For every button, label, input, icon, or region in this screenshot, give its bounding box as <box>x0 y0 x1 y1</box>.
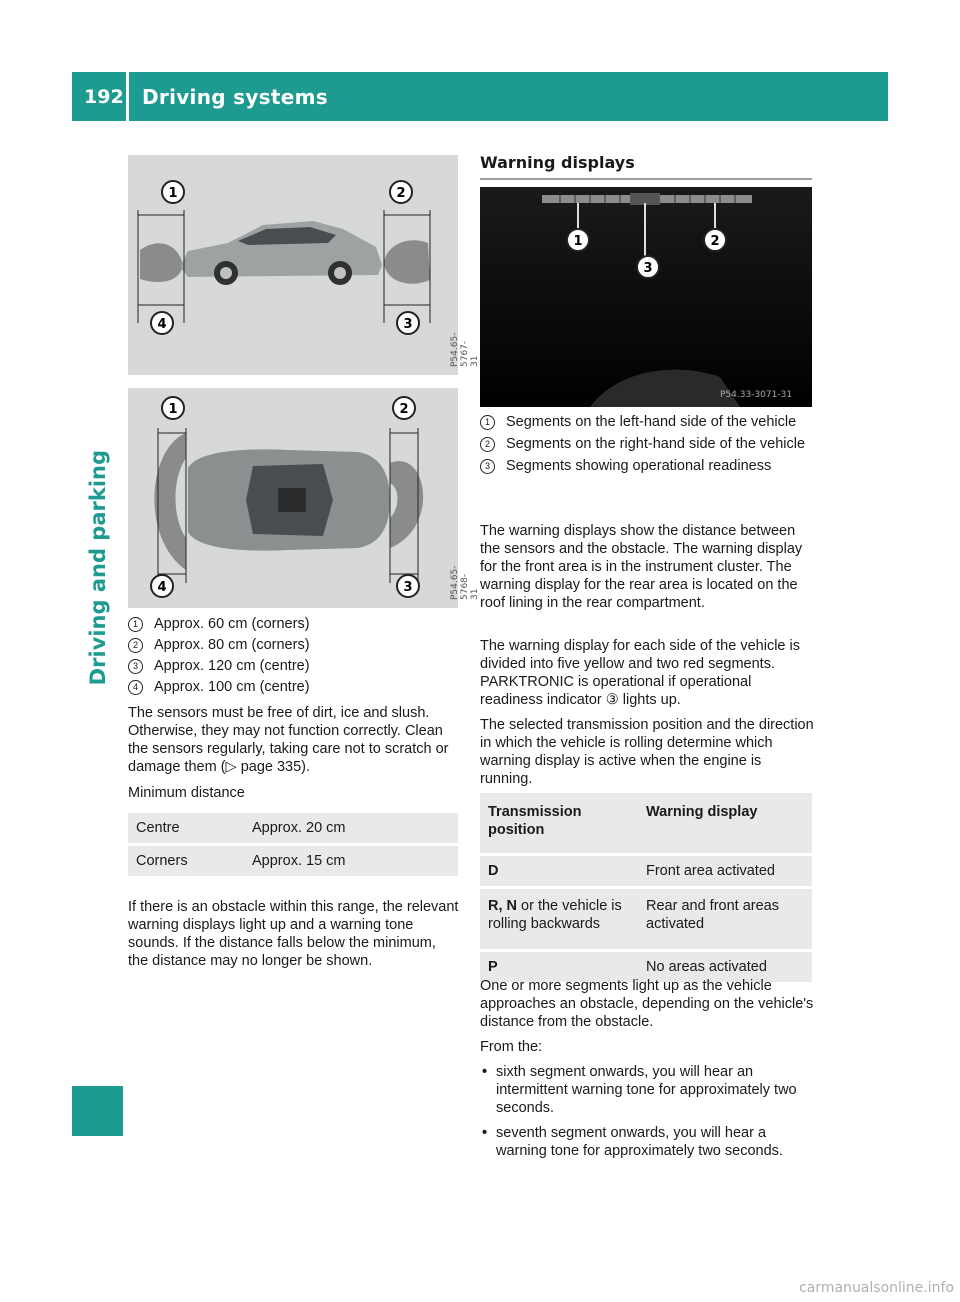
legend-item: 3 Segments showing operational readiness <box>480 457 812 475</box>
callout-1: 1 <box>168 186 178 201</box>
warning-display-figure <box>480 187 812 407</box>
chapter-marker <box>72 1086 123 1136</box>
obstacle-paragraph: If there is an obstacle within this range, the relevant warning displays light up and a warning tone sounds. If the distance falls below the minimum, the distance may no longer be shown. <box>128 899 459 969</box>
callout-4: 4 <box>157 317 167 332</box>
table-row: Corners Approx. 15 cm <box>128 846 458 876</box>
figure-code: P54.65-5768-31 <box>450 565 480 600</box>
distance-legend <box>128 614 458 698</box>
side-view-illustration <box>128 155 458 375</box>
callout-1: 1 <box>168 402 178 417</box>
legend-item: 2 Approx. 80 cm (corners) <box>128 635 458 656</box>
bullet-item: • sixth segment onwards, you will hear an intermittent warning tone for approximately two seconds. <box>482 1064 797 1116</box>
segments-paragraph: The warning display for each side of the vehicle is divided into five yellow and two red segments. PARKTRONIC is operational if operational readiness indicator ③ lights up. <box>480 638 800 708</box>
table-row: D Front area activated <box>480 856 812 886</box>
legend-item: 1 Approx. 60 cm (corners) <box>128 614 458 635</box>
top-view-illustration <box>128 388 458 608</box>
table-row: Centre Approx. 20 cm <box>128 813 458 843</box>
figure-code: P54.65-5767-31 <box>450 332 480 367</box>
callout-3: 3 <box>403 317 413 332</box>
side-tab <box>78 450 118 686</box>
top-view-figure <box>128 388 480 608</box>
callout-4: 4 <box>157 580 167 595</box>
heading-rule <box>480 178 812 180</box>
legend-item: 3 Approx. 120 cm (centre) <box>128 656 458 677</box>
table-row: P No areas activated <box>480 952 812 982</box>
page-number: 192 <box>84 86 124 108</box>
bullet-item: • seventh segment onwards, you will hear a warning tone for approximately two seconds. <box>482 1125 783 1159</box>
min-distance-label: Minimum distance <box>128 785 245 801</box>
callout-3: 3 <box>643 261 653 276</box>
side-view-figure <box>128 155 480 375</box>
legend-item: 1 Segments on the left-hand side of the vehicle <box>480 413 812 431</box>
header-divider <box>126 72 129 121</box>
segment-legend <box>480 413 812 475</box>
callout-2: 2 <box>399 402 409 417</box>
warning-displays-heading: Warning displays <box>480 153 635 172</box>
transmission-paragraph: The selected transmission position and the direction in which the vehicle is rolling determine which warning display is active when the engine is running. <box>480 717 814 787</box>
footer-watermark: carmanualsonline.info <box>799 1280 954 1296</box>
callout-2: 2 <box>710 234 720 249</box>
from-the-label: From the: <box>480 1039 543 1055</box>
callout-3: 3 <box>403 580 413 595</box>
legend-item: 4 Approx. 100 cm (centre) <box>128 677 458 698</box>
table-row: R, N or the vehicle is rolling backwards Rear and front areas activated <box>480 889 812 949</box>
figure-code: P54.33-3071-31 <box>720 390 793 400</box>
transmission-table <box>480 790 812 985</box>
side-tab-label: Driving and parking <box>86 450 110 686</box>
page-header <box>72 72 888 121</box>
table-header-row: Transmission position Warning display <box>480 793 812 853</box>
section-title: Driving systems <box>142 85 328 109</box>
warning-display-illustration <box>480 187 812 407</box>
sensor-care-paragraph: The sensors must be free of dirt, ice and slush. Otherwise, they may not function correctly. Clean the sensors regularly, taking care not to scratch or damage them (▷ page 335). <box>128 705 449 775</box>
min-distance-table <box>128 810 458 879</box>
callout-1: 1 <box>573 234 583 249</box>
warning-intro-paragraph: The warning displays show the distance between the sensors and the obstacle. The warning display for the front area is in the instrument cluster. The warning display for the rear area is located on the roof lining in the rear compartment. <box>480 523 803 611</box>
approach-paragraph: One or more segments light up as the vehicle approaches an obstacle, depending on the vehicle's distance from the obstacle. <box>480 978 814 1030</box>
legend-item: 2 Segments on the right-hand side of the vehicle <box>480 435 812 453</box>
callout-2: 2 <box>396 186 406 201</box>
